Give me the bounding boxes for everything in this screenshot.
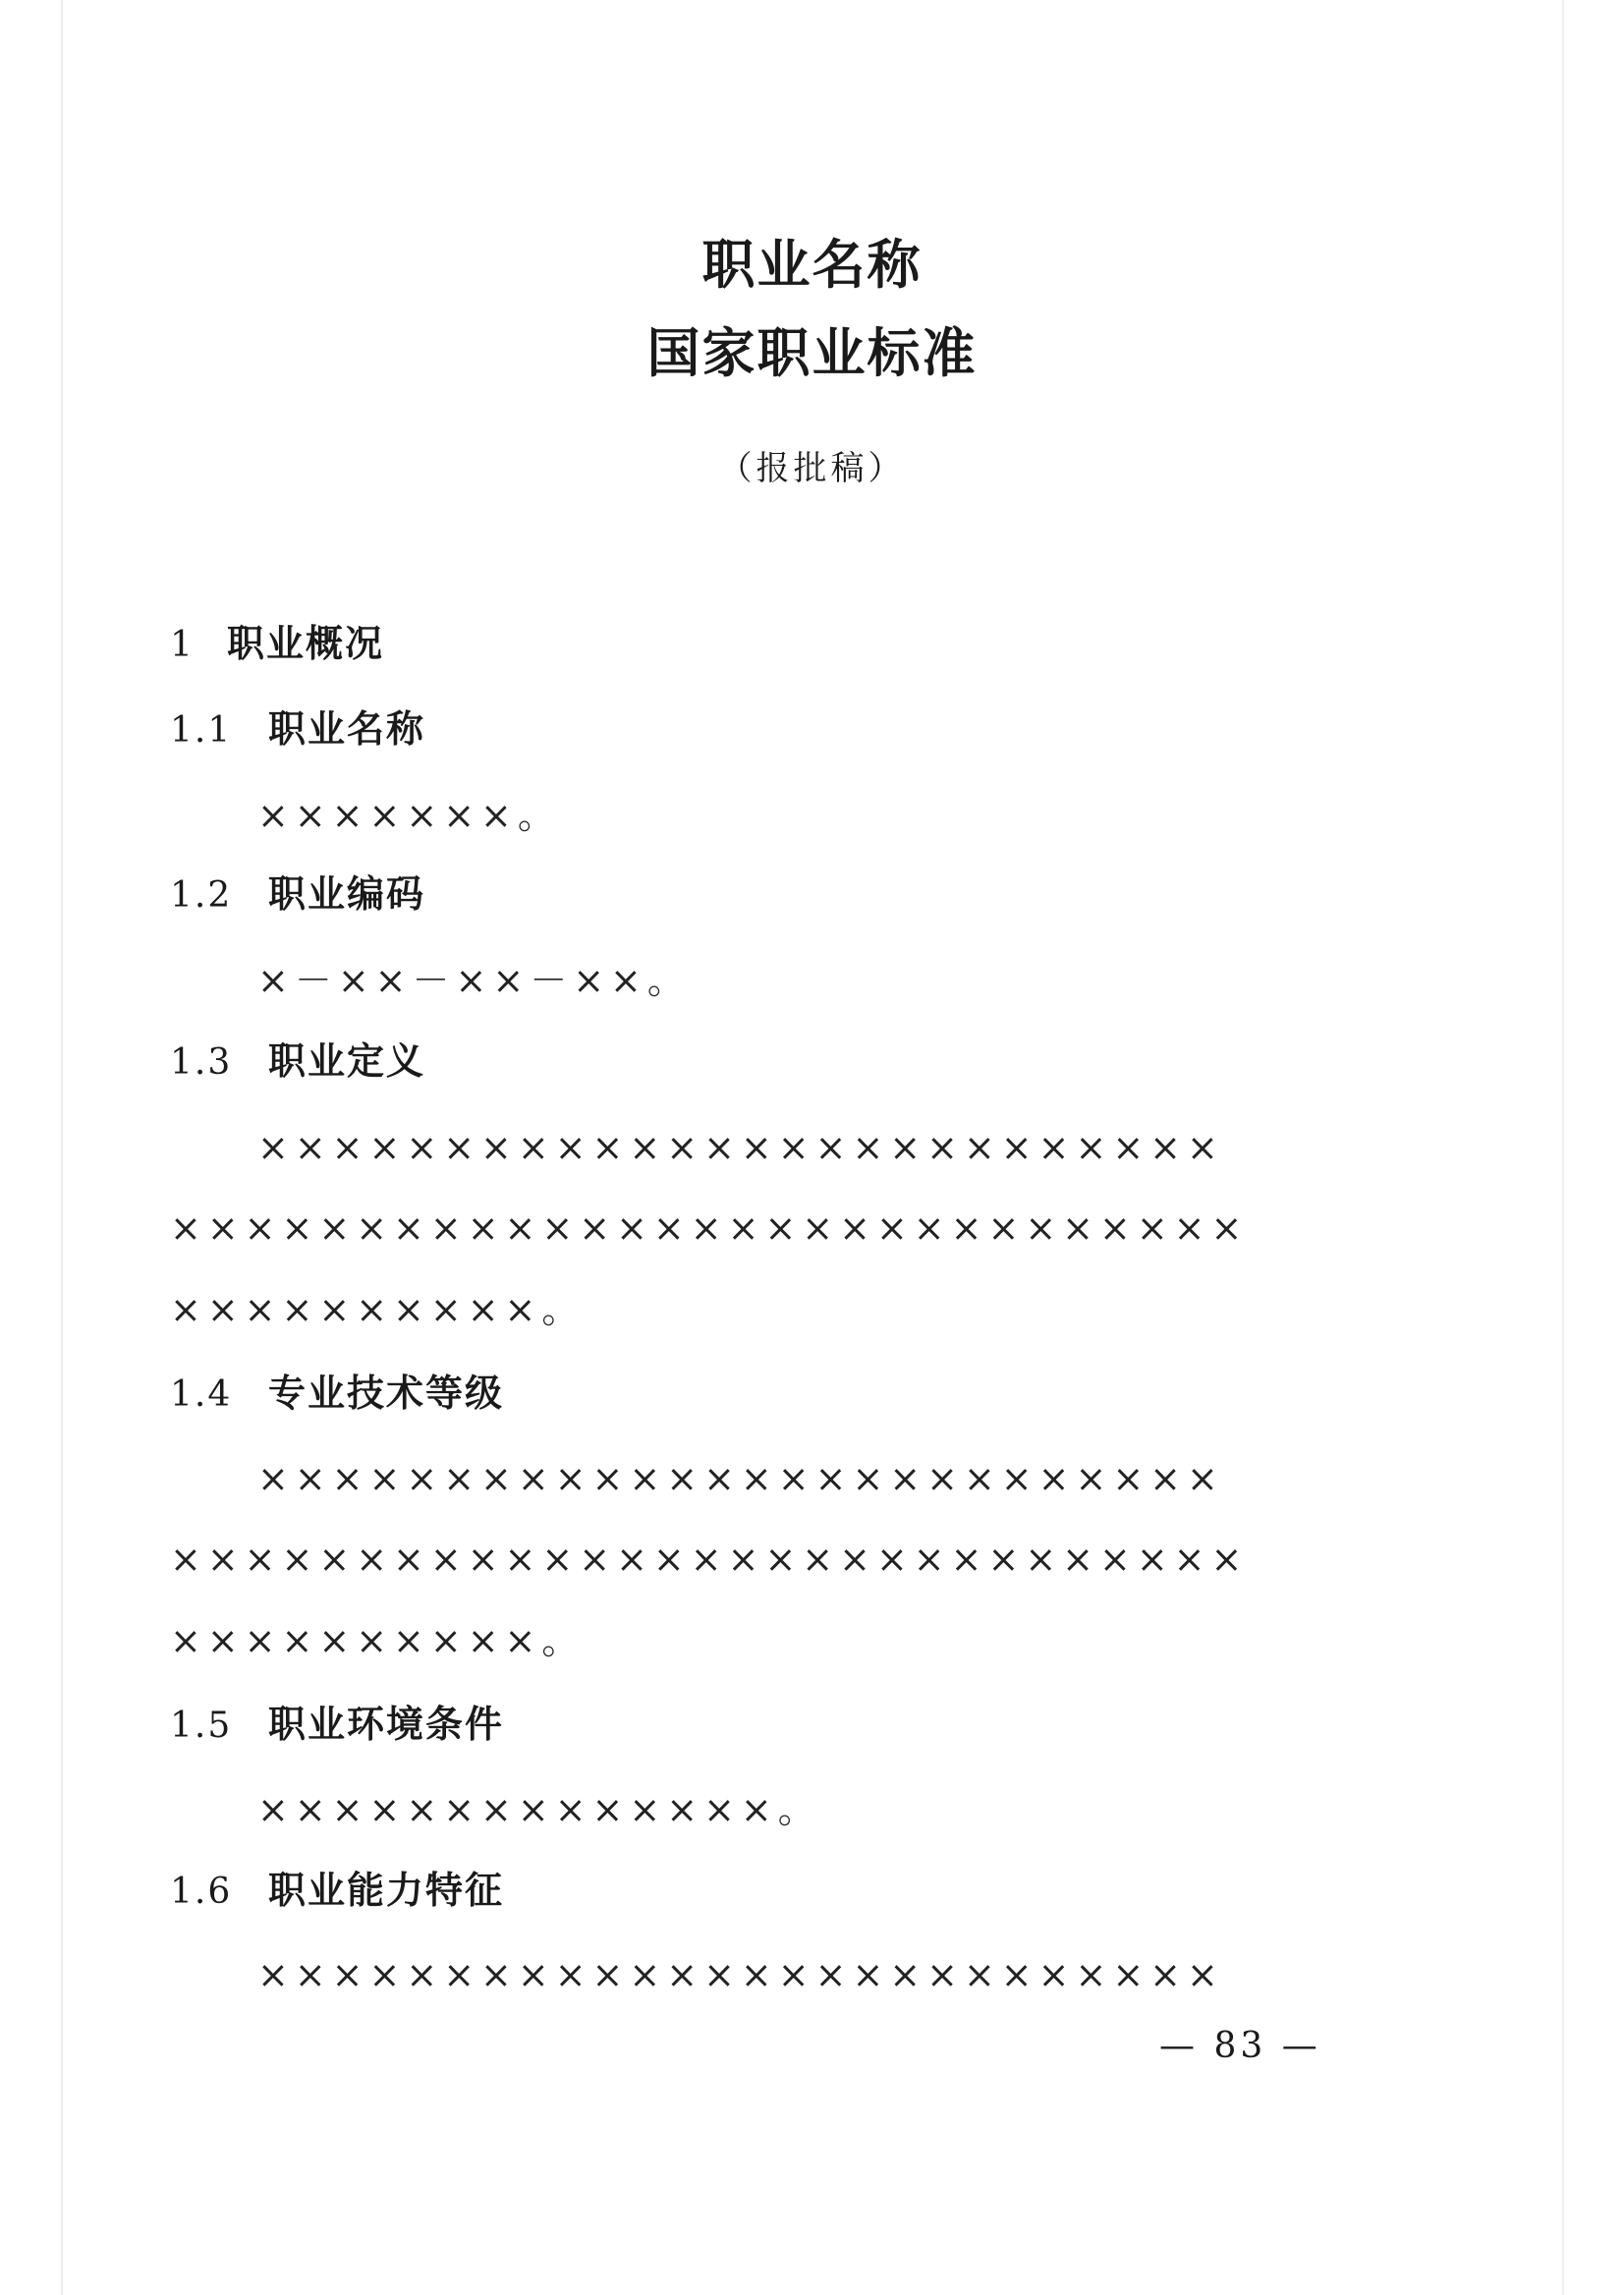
document-subtitle: （报批稿）	[718, 449, 906, 488]
section-heading-1-2	[170, 869, 425, 921]
section-title: 职业名称	[268, 707, 426, 751]
section-number: 1	[170, 625, 195, 665]
section-body-line: ×－××－××－××。	[257, 959, 691, 1002]
section-body-line: ××××××××××××××××××××××××××	[257, 1126, 1224, 1169]
section-title: 专业技术等级	[268, 1371, 505, 1415]
section-number: 1.4	[170, 1374, 233, 1415]
document-title-national-standard: 国家职业标准	[646, 322, 978, 384]
section-number: 1.2	[170, 875, 233, 916]
section-number: 1.6	[170, 1872, 233, 1912]
section-body-line: ×××××××××××××××××××××××××××××	[170, 1538, 1249, 1581]
section-heading-1-1	[170, 704, 425, 756]
section-number: 1.3	[170, 1042, 233, 1083]
section-heading-1-4	[170, 1369, 504, 1420]
section-body-line: ××××××××××。	[170, 1288, 586, 1331]
section-title: 职业编码	[268, 872, 426, 916]
section-heading-1	[170, 619, 384, 670]
section-body-line: ××××××××××××××。	[257, 1788, 821, 1831]
section-number: 1.5	[170, 1706, 233, 1746]
section-body-line: ××××××××××××××××××××××××××	[257, 1457, 1224, 1500]
section-title: 职业环境条件	[268, 1703, 505, 1746]
section-body-line: ××××××××××。	[170, 1619, 586, 1662]
section-title: 职业定义	[268, 1039, 426, 1083]
document-title-occupation-name: 职业名称	[701, 234, 923, 296]
section-title: 职业概况	[227, 622, 385, 665]
section-body-line: ×××××××××××××××××××××××××××××	[170, 1206, 1249, 1250]
section-heading-1-3	[170, 1036, 425, 1088]
section-heading-1-5	[170, 1700, 504, 1751]
section-body-line: ×××××××。	[257, 794, 561, 837]
section-title: 职业能力特征	[268, 1869, 505, 1912]
section-number: 1.1	[170, 710, 233, 751]
page-number: — 83 —	[1159, 2026, 1321, 2066]
section-heading-1-6	[170, 1866, 504, 1917]
section-body-line: ××××××××××××××××××××××××××	[257, 1953, 1224, 1996]
